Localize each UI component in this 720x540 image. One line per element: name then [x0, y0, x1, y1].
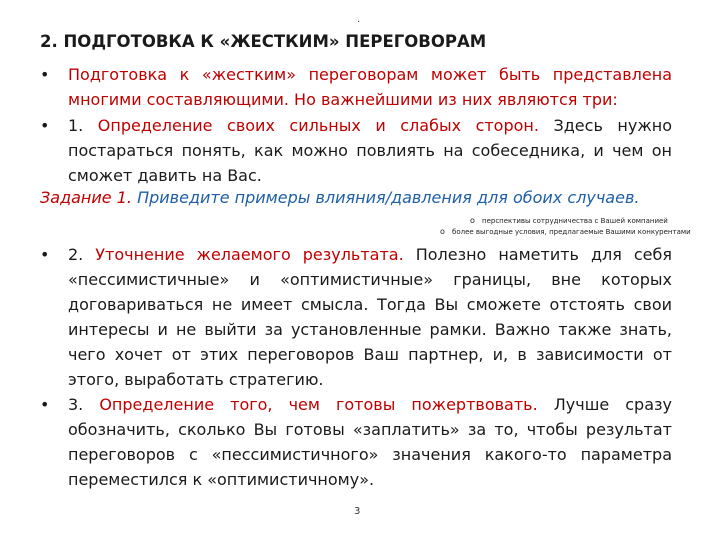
bullet-point-2 [40, 242, 672, 392]
note-marker: o [440, 227, 445, 236]
note-marker: o [470, 216, 475, 225]
note-item-1 [470, 216, 668, 225]
point2-heading: Уточнение желаемого результата. [95, 245, 404, 264]
note-text: более выгодные условия, предлагаемые Вашими конкурентами [452, 228, 691, 236]
bullet-mark: • [40, 65, 50, 84]
point1-body: Здесь нужно постараться понять, как можно повлиять на собеседника, и чем он сможет давить на Вас. [68, 116, 672, 185]
point3-body: Лучше сразу обозначить, сколько Вы готовы «заплатить» за то, чтобы результат переговоров с «пессимистичного» значения какого-то параметра переместился к «оптимистичному». [68, 395, 672, 489]
point1-number: 1. [68, 116, 84, 135]
slide-title: 2. ПОДГОТОВКА К «ЖЕСТКИМ» ПЕРЕГОВОРАМ [40, 32, 487, 51]
bullet-point-3 [40, 392, 672, 492]
bullet-mark: • [40, 395, 50, 414]
point2-body: Полезно наметить для себя «пессимистичные» и «оптимистичные» границы, вне которых договариваться не имеет смысла. Тогда Вы сможете отстоять свои интересы и не выйти за установленные рамки. Важно также знать, чего хочет от этих переговоров Ваш партнер, и, в зависимости от этого, выработать стратегию. [68, 245, 672, 389]
intro-text: Подготовка к «жестким» переговорам может быть представлена многими составляющими. Но важнейшими из них являются три: [68, 65, 672, 109]
note-item-2 [440, 227, 691, 236]
bullet-mark: • [40, 116, 50, 135]
page-number: 3 [354, 506, 361, 517]
top-marker: . [357, 14, 361, 25]
point2-number: 2. [68, 245, 84, 264]
note-text: перспективы сотрудничества с Вашей компанией [482, 217, 668, 225]
point1-heading: Определение своих сильных и слабых сторон. [97, 116, 539, 135]
bullet-intro [40, 62, 672, 112]
task-text: Приведите примеры влияния/давления для обоих случаев. [137, 188, 640, 207]
point3-number: 3. [68, 395, 84, 414]
bullet-point-1 [40, 113, 672, 188]
bullet-mark: • [40, 245, 50, 264]
point3-heading: Определение того, чем готовы пожертвовать. [99, 395, 538, 414]
task-label: Задание 1. [40, 188, 132, 207]
task [40, 188, 639, 207]
